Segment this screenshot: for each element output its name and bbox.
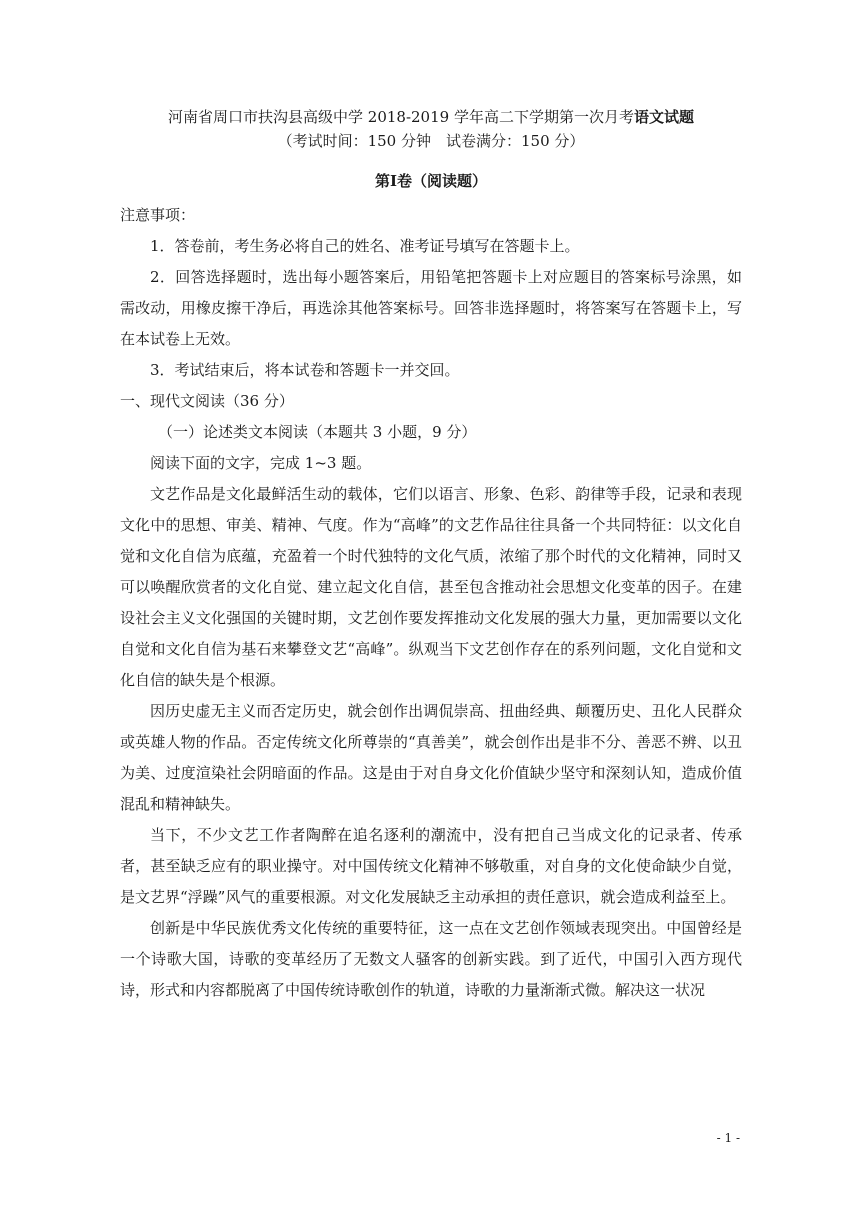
- section-heading: 一、现代文阅读（36 分）: [120, 392, 294, 410]
- part-title: 第Ⅰ卷（阅读题）: [374, 172, 488, 190]
- notice-heading: 注意事项：: [120, 206, 196, 224]
- passage-paragraph-2: 因历史虚无主义而否定历史，就会创作出调侃崇高、扭曲经典、颠覆历史、丑化人民群众或英雄人物的作品。否定传统文化所尊崇的“真善美”，就会创作出是非不分、善恶不辨、以丑为美、过度渲染社会阴暗面的作品。这是由于对自身文化价值缺少坚守和深刻认知，造成价值混乱和精神缺失。: [120, 702, 742, 813]
- exam-title: [120, 106, 742, 128]
- page-number: - 1 -: [716, 1131, 740, 1145]
- exam-subtitle: （考试时间：150 分钟 试卷满分：150 分）: [277, 132, 585, 150]
- section-sub-heading: （一）论述类文本阅读（本题共 3 小题，9 分）: [158, 423, 477, 441]
- reading-instruction: 阅读下面的文字，完成 1~3 题。: [150, 454, 372, 472]
- notice-item-2: 2．回答选择题时，选出每小题答案后，用铅笔把答题卡上对应题目的答案标号涂黑，如需改动，用橡皮擦干净后，再选涂其他答案标号。回答非选择题时，将答案写在答题卡上，写在本试卷上无效。: [120, 268, 742, 348]
- notice-item-3: 3．考试结束后，将本试卷和答题卡一并交回。: [150, 361, 460, 379]
- passage-paragraph-3: 当下，不少文艺工作者陶醉在追名逐利的潮流中，没有把自己当成文化的记录者、传承者，甚至缺乏应有的职业操守。对中国传统文化精神不够敬重，对自身的文化使命缺少自觉，是文艺界“浮躁”风气的重要根源。对文化发展缺乏主动承担的责任意识，就会造成利益至上。: [120, 826, 742, 906]
- exam-title-regular: 河南省周口市扶沟县高级中学 2018-2019 学年高二下学期第一次月考: [168, 108, 634, 126]
- passage-paragraph-4: 创新是中华民族优秀文化传统的重要特征，这一点在文艺创作领域表现突出。中国曾经是一个诗歌大国，诗歌的变革经历了无数文人骚客的创新实践。到了近代，中国引入西方现代诗，形式和内容都脱离了中国传统诗歌创作的轨道，诗歌的力量渐渐式微。解决这一状况: [120, 919, 742, 999]
- passage-paragraph-1: 文艺作品是文化最鲜活生动的载体，它们以语言、形象、色彩、韵律等手段，记录和表现文化中的思想、审美、精神、气度。作为“高峰”的文艺作品往往具备一个共同特征：以文化自觉和文化自信为底蕴，充盈着一个时代独特的文化气质，浓缩了那个时代的文化精神，同时又可以唤醒欣赏者的文化自觉、建立起文化自信，甚至包含推动社会思想文化变革的因子。在建设社会主义文化强国的关键时期，文艺创作要发挥推动文化发展的强大力量，更加需要以文化自觉和文化自信为基石来攀登文艺“高峰”。纵观当下文艺创作存在的系列问题，文化自觉和文化自信的缺失是个根源。: [120, 485, 742, 689]
- exam-title-bold: 语文试题: [633, 108, 694, 126]
- exam-page: [120, 106, 742, 1006]
- notice-item-1: 1．答卷前，考生务必将自己的姓名、准考证号填写在答题卡上。: [150, 237, 580, 255]
